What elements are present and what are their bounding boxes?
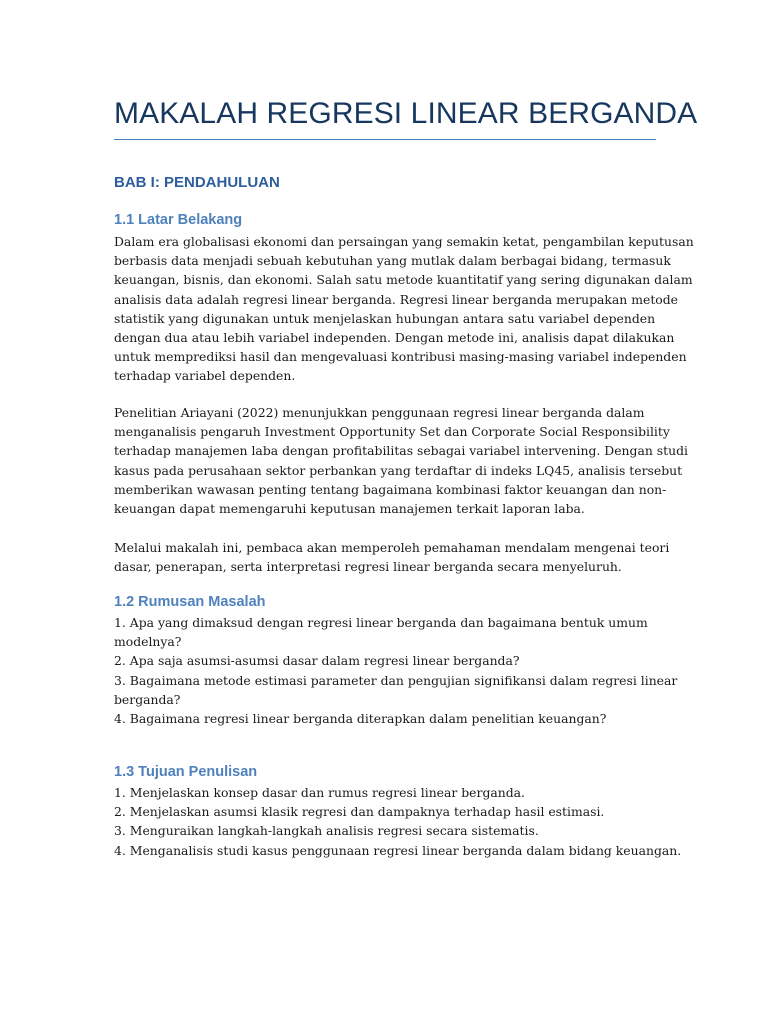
rumusan-masalah-list [114,613,678,728]
paragraph-line: Dalam era globalisasi ekonomi dan persaingan yang semakin ketat, pengambilan keputusan [114,234,694,249]
paragraph-line: dasar, penerapan, serta interpretasi regresi linear berganda secara menyeluruh. [114,559,622,575]
paragraph-latar-belakang-3 [114,538,670,576]
list-item: 1. Menjelaskan konsep dasar dan rumus regresi linear berganda. [114,785,525,800]
title-underline [114,139,656,140]
paragraph-line: menganalisis pengaruh Investment Opportunity Set dan Corporate Social Responsibility [114,424,670,440]
section-heading-latar-belakang: 1.1 Latar Belakang [114,212,243,228]
paragraph-line: Melalui makalah ini, pembaca akan memperoleh pemahaman mendalam mengenai teori [114,540,670,555]
section-heading-tujuan-penulisan: 1.3 Tujuan Penulisan [114,764,258,780]
paragraph-line: Penelitian Ariayani (2022) menunjukkan penggunaan regresi linear berganda dalam [114,405,645,420]
paragraph-line: statistik yang digunakan untuk menjelaskan hubungan antara satu variabel dependen [114,310,656,326]
list-item: 4. Bagaimana regresi linear berganda diterapkan dalam penelitian keuangan? [114,711,607,727]
paragraph-line: keuangan, bisnis, dan ekonomi. Salah satu metode kuantitatif yang sering digunakan dalam [114,272,693,288]
section-heading-rumusan-masalah: 1.2 Rumusan Masalah [114,594,266,610]
paragraph-latar-belakang-2 [114,403,688,518]
list-item: 4. Menganalisis studi kasus penggunaan regresi linear berganda dalam bidang keuangan. [114,842,682,858]
paragraph-line: kasus pada perusahaan sektor perbankan yang terdaftar di indeks LQ45, analisis tersebut [114,462,683,478]
paragraph-line: untuk memprediksi hasil dan mengevaluasi kontribusi masing-masing variabel independen [114,349,687,365]
list-item: 3. Bagaimana metode estimasi parameter dan pengujian signifikansi dalam regresi linear [114,672,678,688]
paragraph-latar-belakang-1 [114,232,694,386]
chapter-heading: BAB I: PENDAHULUAN [114,174,280,191]
list-item: 3. Menguraikan langkah-langkah analisis regresi secara sistematis. [114,823,539,839]
paragraph-line: terhadap manajemen laba dengan profitabilitas sebagai variabel intervening. Dengan studi [114,443,688,459]
list-item: 1. Apa yang dimaksud dengan regresi linear berganda dan bagaimana bentuk umum [114,615,648,630]
paragraph-line: analisis data adalah regresi linear berganda. Regresi linear berganda merupakan metode [114,291,679,307]
document-title: MAKALAH REGRESI LINEAR BERGANDA [114,97,698,130]
paragraph-line: keuangan dapat memengaruhi keputusan manajemen terkait laporan laba. [114,501,585,517]
list-item: 2. Menjelaskan asumsi klasik regresi dan dampaknya terhadap hasil estimasi. [114,804,605,820]
paragraph-line: memberikan wawasan penting tentang bagaimana kombinasi faktor keuangan dan non- [114,481,667,497]
paragraph-line: dengan dua atau lebih variabel independen. Dengan metode ini, analisis dapat dilakukan [114,330,675,346]
tujuan-penulisan-list [114,783,682,860]
list-item-continuation: modelnya? [114,634,182,650]
list-item: 2. Apa saja asumsi-asumsi dasar dalam regresi linear berganda? [114,653,520,669]
list-item-continuation: berganda? [114,691,181,707]
paragraph-line: berbasis data menjadi sebuah kebutuhan yang mutlak dalam berbagai bidang, termasuk [114,253,671,269]
paragraph-line: terhadap variabel dependen. [114,368,296,384]
